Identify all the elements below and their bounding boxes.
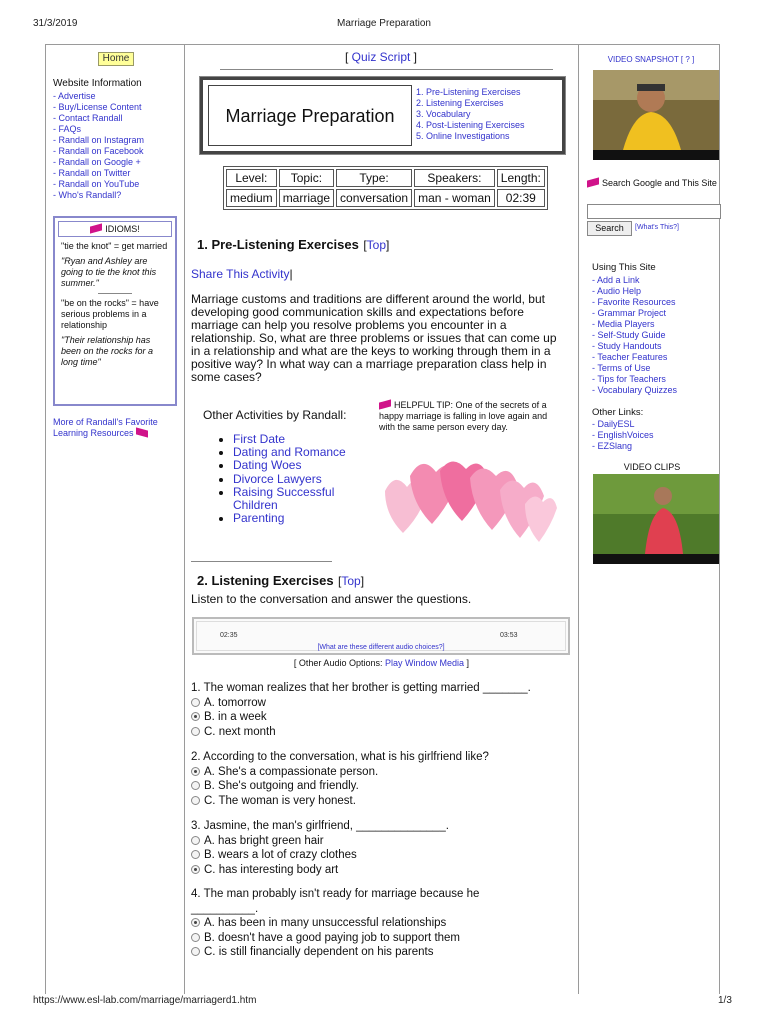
question-3-option-a[interactable]: A. has bright green hair <box>191 834 566 849</box>
idioms-title: IDIOMS! <box>105 224 140 234</box>
activity-divorce-lawyers[interactable]: Divorce Lawyers <box>233 471 322 486</box>
link-audio-help[interactable]: - Audio Help <box>592 286 642 296</box>
link-teacher-features[interactable]: - Teacher Features <box>592 352 668 362</box>
quiz-script: [ Quiz Script ] <box>344 50 418 64</box>
info-length: 02:39 <box>497 189 545 207</box>
question-4-option-a[interactable]: A. has been in many unsuccessful relationships <box>191 916 566 931</box>
video-snapshot-title: VIDEO SNAPSHOT <box>607 55 679 64</box>
link-media-players[interactable]: - Media Players <box>592 319 655 329</box>
other-activities-title: Other Activities by Randall: <box>203 408 347 422</box>
section-1-heading: 1. Pre-Listening Exercises [Top] <box>197 237 390 252</box>
link-grammar-project[interactable]: - Grammar Project <box>592 308 667 318</box>
hearts-image <box>380 456 560 546</box>
link-youtube[interactable]: - Randall on YouTube <box>53 179 140 189</box>
audio-choices-link[interactable]: [What are these different audio choices?] <box>317 644 445 651</box>
search-label <box>587 178 717 189</box>
video-help-link[interactable]: ? <box>685 55 690 64</box>
question-4-option-c[interactable]: C. is still financially dependent on his parents <box>191 945 566 960</box>
link-vocabulary-quizzes[interactable]: - Vocabulary Quizzes <box>592 385 678 395</box>
link-self-study[interactable]: - Self-Study Guide <box>592 330 666 340</box>
menu-vocabulary[interactable]: 3. Vocabulary <box>416 109 471 119</box>
website-info-links <box>53 91 144 201</box>
search-button[interactable]: Search <box>587 221 632 236</box>
video-clips-title: VIDEO CLIPS <box>623 462 681 472</box>
video-snapshot-label: VIDEO SNAPSHOT [ ? ] <box>607 55 695 64</box>
link-google-plus[interactable]: - Randall on Google + <box>53 157 141 167</box>
link-englishvoices[interactable]: - EnglishVoices <box>592 430 654 440</box>
section-1-text: Marriage customs and traditions are different around the world, but developing good communication skills and expectations before marriage can help you resolve problems you encounter in a relationship. So, what are three problems or issues that can come up in a relationship and what are the keys to working through them in a positive way? In what way can a marriage preparation class help in some cases? <box>191 292 557 384</box>
radio-button[interactable] <box>191 933 200 942</box>
menu-pre-listening[interactable]: 1. Pre-Listening Exercises <box>416 87 521 97</box>
pink-arrow-icon <box>90 223 102 233</box>
share-activity: Share This Activity| <box>191 267 293 281</box>
using-site-links <box>592 275 677 396</box>
radio-button[interactable] <box>191 781 200 790</box>
whats-this <box>635 224 679 231</box>
section-2-heading: 2. Listening Exercises [Top] <box>197 573 365 588</box>
video-controls[interactable] <box>593 150 719 160</box>
home-button[interactable]: Home <box>98 52 134 66</box>
video-clips-frame <box>593 474 719 554</box>
link-dailyesl[interactable]: - DailyESL <box>592 419 635 429</box>
search-input[interactable] <box>587 204 721 219</box>
info-level: medium <box>226 189 277 207</box>
audio-options-label: [ Other Audio Options: <box>293 658 383 668</box>
radio-button[interactable] <box>191 727 200 736</box>
radio-button[interactable] <box>191 698 200 707</box>
radio-button[interactable] <box>191 836 200 845</box>
section-2-title: 2. Listening Exercises <box>197 573 334 588</box>
link-facebook[interactable]: - Randall on Facebook <box>53 146 144 156</box>
other-activities-list <box>220 433 370 525</box>
info-speakers: man - woman <box>414 189 495 207</box>
link-favorite-resources[interactable]: - Favorite Resources <box>592 297 676 307</box>
section-1-top-link[interactable]: Top <box>366 238 387 252</box>
link-buy-license[interactable]: - Buy/License Content <box>53 102 142 112</box>
audio-player[interactable] <box>192 617 570 655</box>
info-type-label: Type: <box>336 169 412 187</box>
question-3-text: 3. Jasmine, the man's girlfriend, ______________. <box>191 820 449 832</box>
pink-arrow-icon <box>587 177 599 187</box>
video-snapshot-player[interactable] <box>593 70 719 160</box>
section-divider <box>191 561 332 562</box>
idiom-1: "tie the knot" = get married <box>61 241 168 251</box>
other-links <box>592 419 654 452</box>
radio-button[interactable] <box>191 850 200 859</box>
title-rule <box>220 69 553 70</box>
title-box <box>200 77 565 154</box>
play-window-media-link[interactable]: Play Window Media <box>385 658 465 668</box>
print-page: 1/3 <box>718 995 732 1006</box>
question-1-option-c[interactable]: C. next month <box>191 725 566 740</box>
question-4-text-blank: __________. <box>191 902 259 915</box>
question-2 <box>191 750 566 808</box>
activity-first-date[interactable]: First Date <box>233 432 286 446</box>
website-info-title: Website Information <box>53 78 142 89</box>
link-instagram[interactable]: - Randall on Instagram <box>53 135 145 145</box>
info-type: conversation <box>336 189 412 207</box>
activity-raising-children[interactable]: Raising Successful Children <box>233 484 335 513</box>
menu-listening[interactable]: 2. Listening Exercises <box>416 98 504 108</box>
question-3-option-b[interactable]: B. wears a lot of crazy clothes <box>191 848 566 863</box>
pink-arrow-left-icon <box>136 427 148 437</box>
idiom-2-example: "Their relationship has been on the rocks for a long time" <box>61 335 154 367</box>
helpful-tip <box>379 400 561 433</box>
question-2-option-c[interactable]: C. The woman is very honest. <box>191 794 566 809</box>
section-1-title: 1. Pre-Listening Exercises <box>197 237 359 252</box>
video-clips-player[interactable] <box>593 474 719 564</box>
quiz-script-link[interactable]: Quiz Script <box>351 50 411 64</box>
video-clips-controls[interactable] <box>593 554 719 564</box>
audio-options-close: ] <box>466 658 470 668</box>
print-title: Marriage Preparation <box>337 18 431 29</box>
activity-dating-romance[interactable]: Dating and Romance <box>233 445 346 460</box>
audio-start-time: 02:35 <box>220 632 238 639</box>
helpful-tip-label: HELPFUL TIP: <box>394 400 454 410</box>
more-resources-link[interactable]: More of Randall's Favorite Learning Resources <box>53 417 158 438</box>
info-speakers-label: Speakers: <box>414 169 495 187</box>
audio-choices <box>194 644 568 651</box>
question-2-text: 2. According to the conversation, what is his girlfriend like? <box>191 751 489 763</box>
link-add-link[interactable]: - Add a Link <box>592 275 640 285</box>
radio-button[interactable] <box>191 947 200 956</box>
section-2-text: Listen to the conversation and answer the questions. <box>191 592 472 606</box>
using-site-title: Using This Site <box>592 262 656 273</box>
radio-button[interactable] <box>191 796 200 805</box>
more-resources <box>53 417 183 439</box>
idiom-divider <box>98 293 132 294</box>
question-1 <box>191 681 566 739</box>
section-menu <box>416 87 525 142</box>
info-topic-label: Topic: <box>279 169 334 187</box>
activity-parenting[interactable]: Parenting <box>233 511 285 526</box>
whats-this-link[interactable]: [What's This?] <box>635 224 679 231</box>
pink-arrow-icon <box>379 399 391 409</box>
question-3-option-c[interactable]: C. has interesting body art <box>191 863 566 878</box>
print-date: 31/3/2019 <box>33 18 78 29</box>
link-advertise[interactable]: - Advertise <box>53 91 96 101</box>
info-level-label: Level: <box>226 169 277 187</box>
question-1-text: 1. The woman realizes that her brother is getting married _______. <box>191 682 531 694</box>
audio-options <box>191 658 572 668</box>
activity-dating-woes[interactable]: Dating Woes <box>233 458 302 473</box>
question-2-option-a[interactable]: A. She's a compassionate person. <box>191 765 566 780</box>
info-table <box>223 166 548 210</box>
link-study-handouts[interactable]: - Study Handouts <box>592 341 662 351</box>
link-ezslang[interactable]: - EZSlang <box>592 441 633 451</box>
idioms-box <box>53 216 177 406</box>
link-twitter[interactable]: - Randall on Twitter <box>53 168 131 178</box>
radio-button[interactable] <box>191 918 200 927</box>
radio-button[interactable] <box>191 712 200 721</box>
question-2-option-b[interactable]: B. She's outgoing and friendly. <box>191 779 566 794</box>
link-tips-teachers[interactable]: - Tips for Teachers <box>592 374 666 384</box>
info-topic: marriage <box>279 189 334 207</box>
link-whos-randall[interactable]: - Who's Randall? <box>53 190 122 200</box>
radio-button[interactable] <box>191 767 200 776</box>
other-links-title: Other Links: <box>592 407 644 418</box>
question-4-option-b[interactable]: B. doesn't have a good paying job to support them <box>191 931 566 946</box>
question-3 <box>191 819 566 877</box>
page-title: Marriage Preparation <box>208 85 412 146</box>
radio-button[interactable] <box>191 865 200 874</box>
link-contact[interactable]: - Contact Randall <box>53 113 123 123</box>
info-value-row <box>226 189 545 207</box>
video-snapshot-frame <box>593 70 719 150</box>
print-url: https://www.esl-lab.com/marriage/marriagerd1.htm <box>33 995 257 1006</box>
helpful-tip-text: One of the secrets of a happy marriage is falling in love again and with the same person every day. <box>379 400 548 432</box>
link-terms-of-use[interactable]: - Terms of Use <box>592 363 651 373</box>
idioms-header <box>58 221 172 237</box>
question-1-option-b[interactable]: B. in a week <box>191 710 566 725</box>
search-label-text: Search Google and This Site <box>602 178 717 188</box>
info-header-row <box>226 169 545 187</box>
link-faqs[interactable]: - FAQs <box>53 124 82 134</box>
question-4 <box>191 887 566 960</box>
info-length-label: Length: <box>497 169 545 187</box>
idiom-2: "be on the rocks" = have serious problems in a relationship <box>61 298 159 330</box>
idiom-1-example: "Ryan and Ashley are going to tie the knot this summer." <box>61 256 157 288</box>
section-2-top-link[interactable]: Top <box>341 574 361 588</box>
question-4-text: 4. The man probably isn't ready for marriage because he <box>191 888 480 900</box>
menu-online-investigations[interactable]: 5. Online Investigations <box>416 131 510 141</box>
menu-post-listening[interactable]: 4. Post-Listening Exercises <box>416 120 525 130</box>
audio-end-time: 03:53 <box>500 632 518 639</box>
question-1-option-a[interactable]: A. tomorrow <box>191 696 566 711</box>
share-activity-link[interactable]: Share This Activity <box>191 267 290 281</box>
